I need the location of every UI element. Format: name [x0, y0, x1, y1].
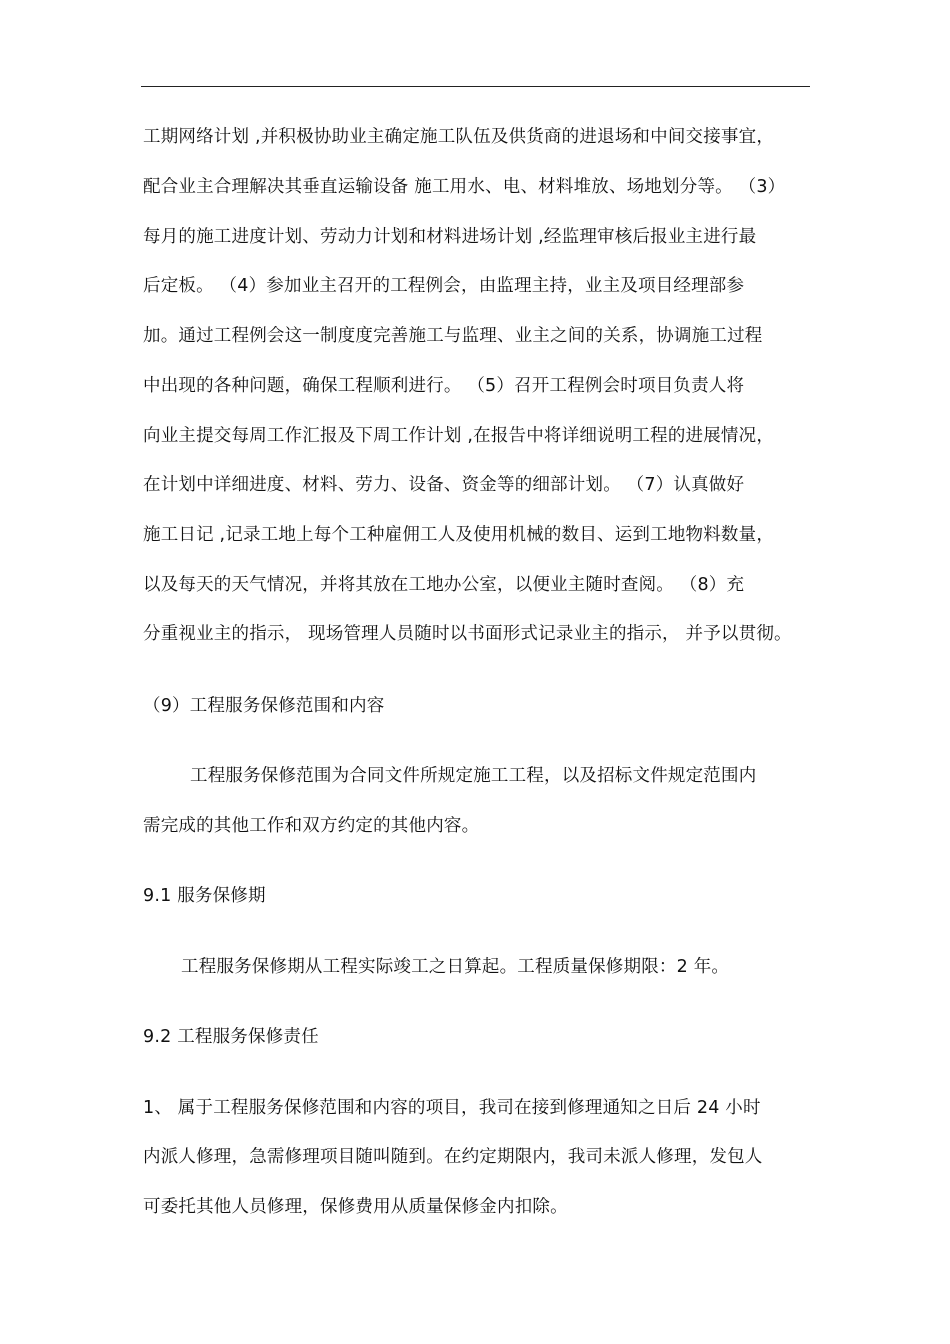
body-text-line: 每月的施工进度计划、劳动力计划和材料进场计划 ,经监理审核后报业主进行最 [143, 227, 757, 247]
section-heading: 9.2 工程服务保修责任 [143, 1027, 319, 1047]
body-text-line: 工程服务保修范围为合同文件所规定施工工程，以及招标文件规定范围内 [190, 766, 757, 786]
body-text-line: 内派人修理，急需修理项目随叫随到。在约定期限内，我司未派人修理，发包人 [143, 1147, 763, 1167]
body-text-line: 1、 属于工程服务保修范围和内容的项目，我司在接到修理通知之日后 24 小时 [143, 1098, 761, 1118]
body-text-line: 以及每天的天气情况，并将其放在工地办公室，以便业主随时查阅。 （8）充 [143, 575, 745, 595]
body-text-line: 工程服务保修期从工程实际竣工之日算起。工程质量保修期限：2 年。 [181, 957, 730, 977]
section-heading: （9）工程服务保修范围和内容 [143, 696, 385, 716]
body-text-line: 后定板。 （4）参加业主召开的工程例会，由监理主持，业主及项目经理部参 [143, 276, 745, 296]
body-text-line: 分重视业主的指示， 现场管理人员随时以书面形式记录业主的指示， 并予以贯彻。 [143, 624, 792, 644]
header-rule [141, 86, 810, 87]
body-text-line: 施工日记 ,记录工地上每个工种雇佣工人及使用机械的数目、运到工地物料数量， [143, 525, 775, 545]
body-text-line: 可委托其他人员修理，保修费用从质量保修金内扣除。 [143, 1197, 568, 1217]
body-text-line: 加。通过工程例会这一制度度完善施工与监理、业主之间的关系，协调施工过程 [143, 326, 763, 346]
section-heading: 9.1 服务保修期 [143, 886, 266, 906]
body-text-line: 在计划中详细进度、材料、劳力、设备、资金等的细部计划。 （7）认真做好 [143, 475, 745, 495]
body-text-line: 配合业主合理解决其垂直运输设备 施工用水、电、材料堆放、场地划分等。 （3） [143, 177, 786, 197]
body-text-line: 工期网络计划 ,并积极协助业主确定施工队伍及供货商的进退场和中间交接事宜， [143, 127, 775, 147]
body-text-line: 中出现的各种问题，确保工程顺利进行。 （5）召开工程例会时项目负责人将 [143, 376, 745, 396]
body-text-line: 需完成的其他工作和双方约定的其他内容。 [143, 816, 480, 836]
body-text-line: 向业主提交每周工作汇报及下周工作计划 ,在报告中将详细说明工程的进展情况， [143, 426, 775, 446]
